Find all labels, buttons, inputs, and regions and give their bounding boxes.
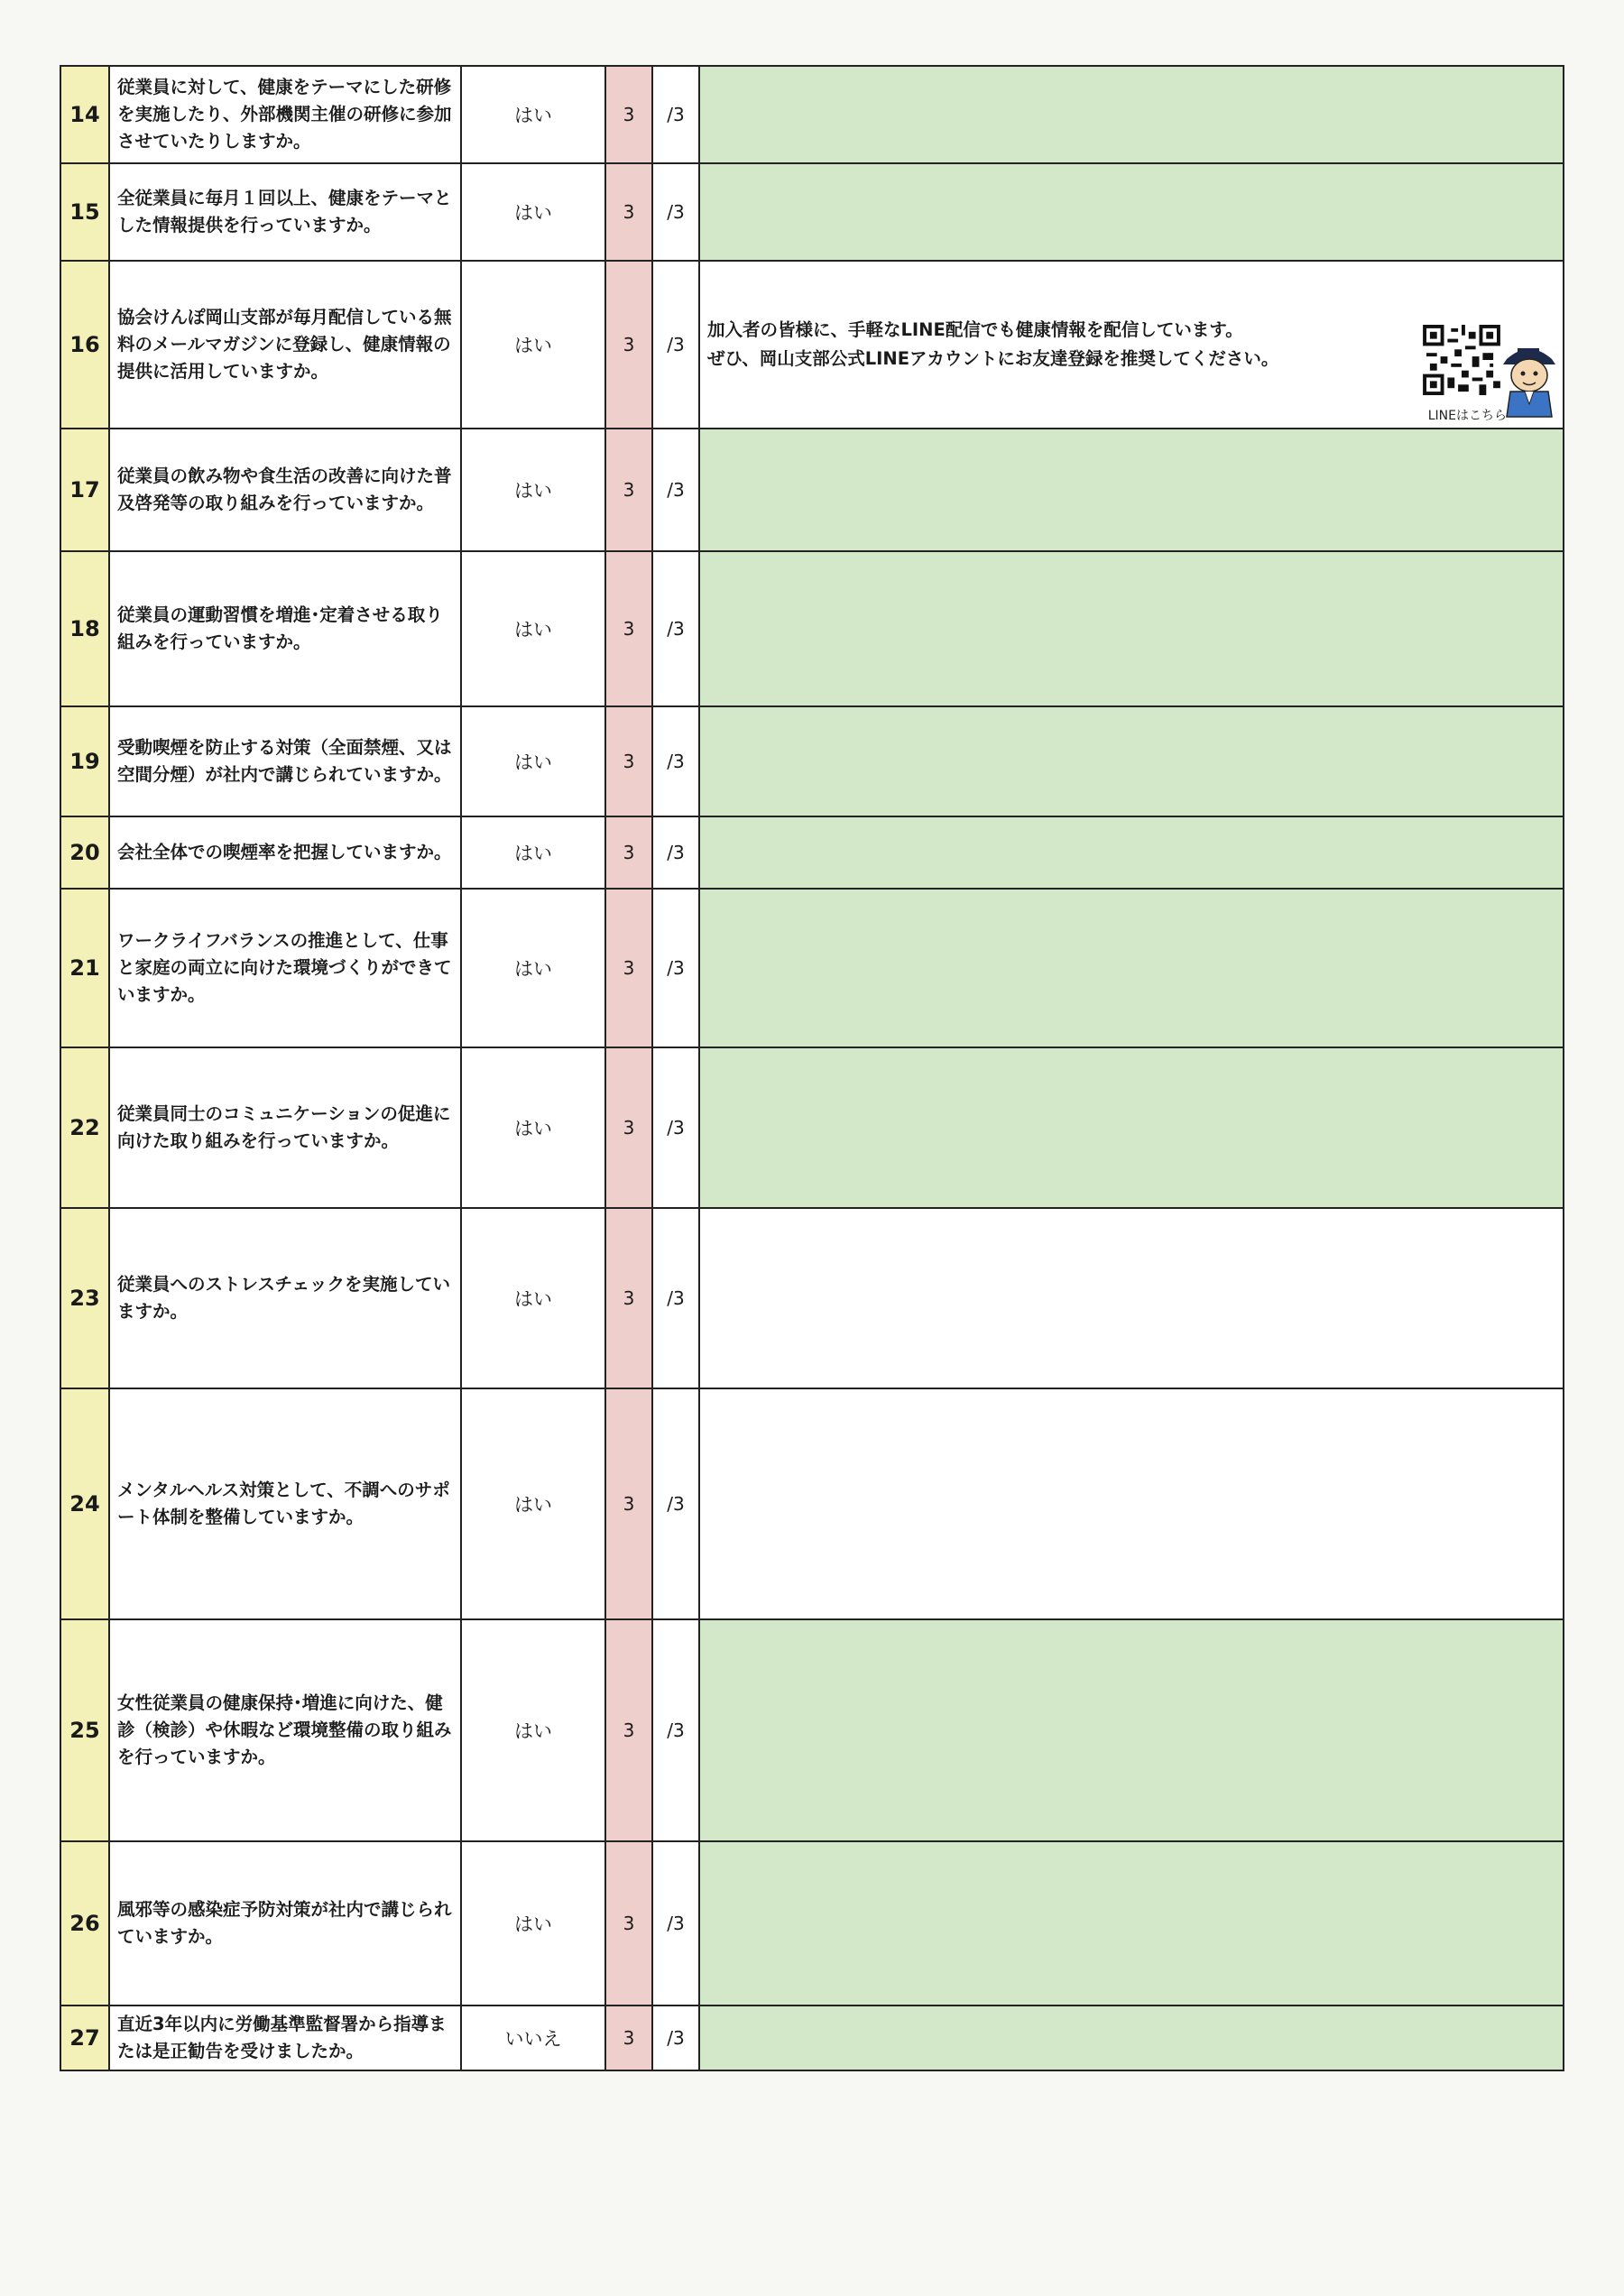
question-text: メンタルヘルス対策として、不調へのサポート体制を整備していますか。	[109, 1388, 461, 1619]
question-text: 従業員の飲み物や食生活の改善に向けた普及啓発等の取り組みを行っていますか。	[109, 429, 461, 551]
score-cell: 3	[605, 1388, 652, 1619]
max-score-cell: /3	[652, 1388, 699, 1619]
table-row	[60, 1047, 1564, 1208]
comment-cell	[699, 1841, 1564, 2006]
table-row	[60, 163, 1564, 261]
answer-cell: はい	[461, 816, 605, 889]
score-cell: 3	[605, 889, 652, 1047]
question-text: 直近3年以内に労働基準監督署から指導または是正勧告を受けましたか。	[109, 2006, 461, 2070]
answer-cell: はい	[461, 1208, 605, 1388]
score-cell: 3	[605, 163, 652, 261]
comment-cell	[699, 889, 1564, 1047]
max-score-cell: /3	[652, 889, 699, 1047]
comment-cell	[699, 261, 1564, 429]
answer-cell: はい	[461, 163, 605, 261]
line-promo-text	[707, 316, 1278, 373]
question-number: 19	[60, 706, 109, 816]
answer-cell: はい	[461, 1619, 605, 1841]
comment-cell	[699, 1388, 1564, 1619]
line-promo-line1: 加入者の皆様に、手軽なLINE配信でも健康情報を配信しています。	[707, 319, 1243, 340]
score-cell: 3	[605, 816, 652, 889]
max-score-cell: /3	[652, 816, 699, 889]
comment-cell	[699, 816, 1564, 889]
line-promo-line2: ぜひ、岡山支部公式LINEアカウントにお友達登録を推奨してください。	[707, 348, 1279, 370]
qr-code-icon[interactable]	[1422, 325, 1501, 395]
max-score-cell: /3	[652, 429, 699, 551]
table-row	[60, 1388, 1564, 1619]
question-number: 17	[60, 429, 109, 551]
question-number: 20	[60, 816, 109, 889]
max-score-cell: /3	[652, 163, 699, 261]
score-cell: 3	[605, 66, 652, 163]
table-row	[60, 706, 1564, 816]
score-cell: 3	[605, 1047, 652, 1208]
comment-cell	[699, 66, 1564, 163]
answer-cell: はい	[461, 1841, 605, 2006]
table-row	[60, 1208, 1564, 1388]
answer-cell: はい	[461, 1047, 605, 1208]
question-text: 風邪等の感染症予防対策が社内で講じられていますか。	[109, 1841, 461, 2006]
table-row	[60, 1841, 1564, 2006]
question-text: ワークライフバランスの推進として、仕事と家庭の両立に向けた環境づくりができていますか。	[109, 889, 461, 1047]
max-score-cell: /3	[652, 1047, 699, 1208]
question-text: 従業員同士のコミュニケーションの促進に向けた取り組みを行っていますか。	[109, 1047, 461, 1208]
answer-cell: はい	[461, 706, 605, 816]
question-text: 従業員の運動習慣を増進･定着させる取り組みを行っていますか。	[109, 551, 461, 706]
max-score-cell: /3	[652, 706, 699, 816]
question-text: 従業員へのストレスチェックを実施していますか。	[109, 1208, 461, 1388]
comment-cell	[699, 1208, 1564, 1388]
comment-cell	[699, 429, 1564, 551]
table-row	[60, 816, 1564, 889]
question-number: 21	[60, 889, 109, 1047]
max-score-cell: /3	[652, 1619, 699, 1841]
answer-cell: はい	[461, 261, 605, 429]
table-row	[60, 2006, 1564, 2070]
max-score-cell: /3	[652, 1208, 699, 1388]
table-row	[60, 429, 1564, 551]
answer-cell: はい	[461, 429, 605, 551]
qr-code-graphic	[1422, 325, 1501, 395]
score-cell: 3	[605, 2006, 652, 2070]
question-number: 15	[60, 163, 109, 261]
answer-cell: はい	[461, 1388, 605, 1619]
answer-cell: はい	[461, 66, 605, 163]
question-number: 24	[60, 1388, 109, 1619]
question-number: 27	[60, 2006, 109, 2070]
score-cell: 3	[605, 1619, 652, 1841]
question-text: 従業員に対して、健康をテーマにした研修を実施したり、外部機関主催の研修に参加させていたりしますか。	[109, 66, 461, 163]
table-row	[60, 261, 1564, 429]
comment-cell	[699, 2006, 1564, 2070]
comment-cell	[699, 551, 1564, 706]
comment-cell	[699, 1619, 1564, 1841]
max-score-cell: /3	[652, 261, 699, 429]
question-number: 22	[60, 1047, 109, 1208]
question-text: 女性従業員の健康保持･増進に向けた、健診（検診）や休暇など環境整備の取り組みを行っていますか。	[109, 1619, 461, 1841]
table-row	[60, 66, 1564, 163]
question-number: 14	[60, 66, 109, 163]
question-number: 16	[60, 261, 109, 429]
answer-cell: はい	[461, 551, 605, 706]
checklist-table	[60, 65, 1564, 2071]
score-cell: 3	[605, 429, 652, 551]
score-cell: 3	[605, 1208, 652, 1388]
checklist-sheet	[60, 65, 1564, 2071]
table-row	[60, 551, 1564, 706]
table-row	[60, 1619, 1564, 1841]
mascot-character-icon	[1499, 332, 1559, 419]
table-row	[60, 889, 1564, 1047]
score-cell: 3	[605, 706, 652, 816]
question-text: 全従業員に毎月１回以上、健康をテーマとした情報提供を行っていますか。	[109, 163, 461, 261]
comment-cell	[699, 1047, 1564, 1208]
comment-cell	[699, 706, 1564, 816]
qr-label: LINEはこちら	[1427, 409, 1507, 423]
max-score-cell: /3	[652, 2006, 699, 2070]
question-number: 26	[60, 1841, 109, 2006]
answer-cell: いいえ	[461, 2006, 605, 2070]
score-cell: 3	[605, 1841, 652, 2006]
max-score-cell: /3	[652, 66, 699, 163]
max-score-cell: /3	[652, 551, 699, 706]
score-cell: 3	[605, 261, 652, 429]
question-text: 会社全体での喫煙率を把握していますか。	[109, 816, 461, 889]
comment-cell	[699, 163, 1564, 261]
question-number: 18	[60, 551, 109, 706]
question-number: 23	[60, 1208, 109, 1388]
answer-cell: はい	[461, 889, 605, 1047]
max-score-cell: /3	[652, 1841, 699, 2006]
score-cell: 3	[605, 551, 652, 706]
question-text: 協会けんぽ岡山支部が毎月配信している無料のメールマガジンに登録し、健康情報の提供に活用していますか。	[109, 261, 461, 429]
question-text: 受動喫煙を防止する対策（全面禁煙、又は空間分煙）が社内で講じられていますか。	[109, 706, 461, 816]
question-number: 25	[60, 1619, 109, 1841]
